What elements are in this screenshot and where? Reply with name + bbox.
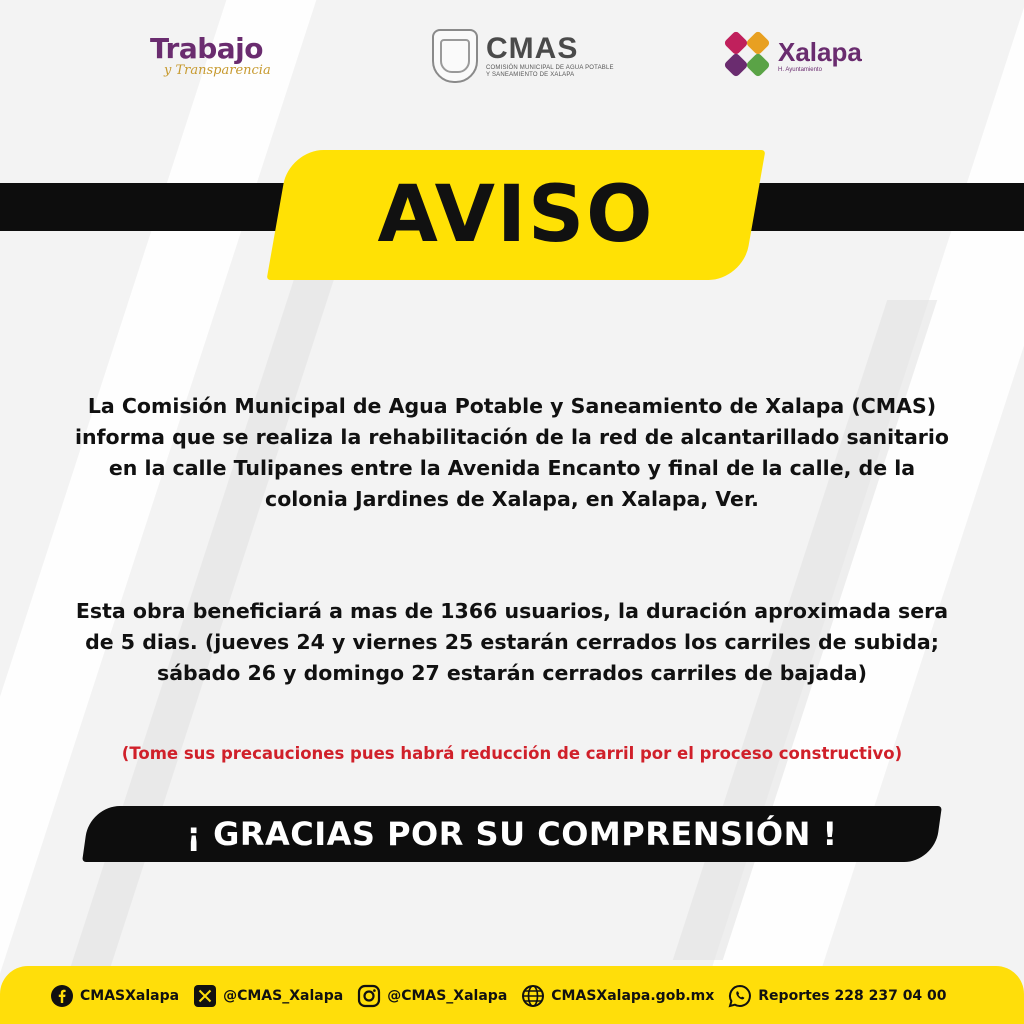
instagram-label: @CMAS_Xalapa <box>387 988 508 1004</box>
xalapa-logo-subtitle: H. Ayuntamiento <box>778 67 822 73</box>
x-label: @CMAS_Xalapa <box>223 988 344 1004</box>
aviso-title: AVISO <box>377 170 655 260</box>
web-icon <box>521 984 545 1008</box>
precaution-warning: (Tome sus precauciones pues habrá reducción de carril por el proceso constructivo) <box>121 744 903 763</box>
footer-item-instagram[interactable] <box>357 984 507 1008</box>
footer-item-facebook[interactable] <box>50 984 179 1008</box>
notice-paragraph-2: Esta obra beneficiará a mas de 1366 usuarios, la duración aproximada sera de 5 dias. (jueves 24 y viernes 25 estarán cerrados los carriles de subida; sábado 26 y domingo 27 estarán cerrados carriles de bajada) <box>75 599 949 685</box>
whatsapp-label: Reportes 228 237 04 00 <box>758 988 947 1004</box>
footer-item-x[interactable] <box>193 984 343 1008</box>
x-icon <box>193 984 217 1008</box>
xalapa-emblem-icon <box>724 31 772 81</box>
cmas-seal-icon <box>432 29 478 83</box>
footer-item-whatsapp[interactable] <box>728 984 946 1008</box>
cmas-logo <box>432 26 614 86</box>
cmas-logo-subtitle-2: Y SANEAMIENTO DE XALAPA <box>486 72 575 78</box>
thanks-text: ¡ GRACIAS POR SU COMPRENSIÓN ! <box>186 815 838 853</box>
whatsapp-icon <box>728 984 752 1008</box>
web-label: CMASXalapa.gob.mx <box>551 988 715 1004</box>
trabajo-transparencia-logo <box>150 26 271 86</box>
footer-contacts <box>50 982 961 1010</box>
cmas-logo-name: CMAS <box>486 32 579 65</box>
trabajo-logo-title: Trabajo <box>150 32 263 65</box>
footer-item-web[interactable] <box>521 984 714 1008</box>
xalapa-logo-name: Xalapa <box>778 37 862 67</box>
instagram-icon <box>357 984 381 1008</box>
xalapa-logo <box>724 26 862 86</box>
notice-paragraph-1: La Comisión Municipal de Agua Potable y Saneamiento de Xalapa (CMAS) informa que se realiza la rehabilitación de la red de alcantarillado sanitario en la calle Tulipanes entre la Avenida Encanto y final de la calle, de la colonia Jardines de Xalapa, en Xalapa, Ver. <box>75 394 949 511</box>
trabajo-logo-subtitle: y Transparencia <box>164 63 271 78</box>
facebook-icon <box>50 984 74 1008</box>
cmas-logo-subtitle-1: COMISIÓN MUNICIPAL DE AGUA POTABLE <box>486 65 614 71</box>
facebook-label: CMASXalapa <box>80 988 180 1004</box>
